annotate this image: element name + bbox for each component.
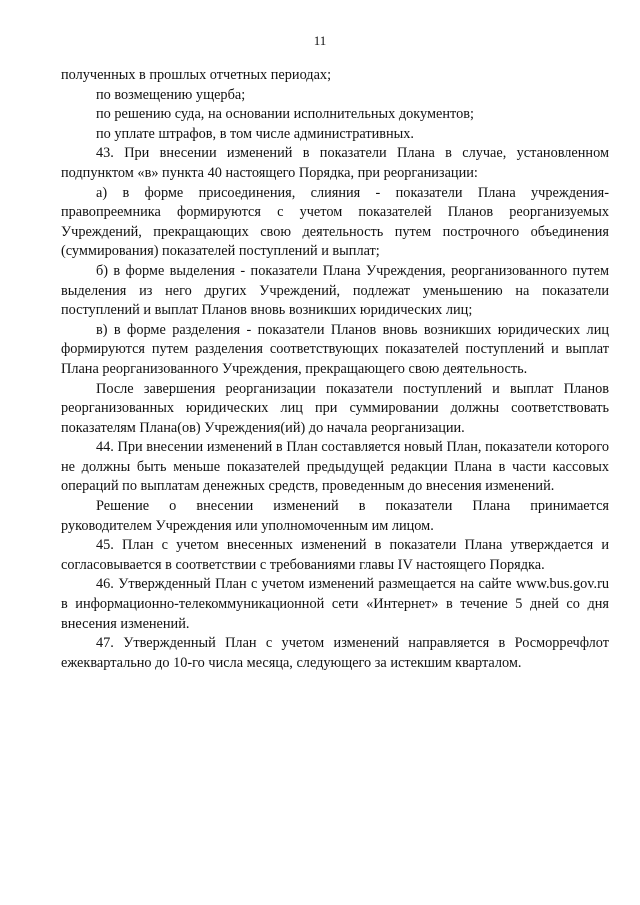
paragraph-decision-continuation: руководителем Учреждения или уполномоченным им лицом. <box>61 517 434 534</box>
paragraph-continuation: полученных в прошлых отчетных периодах; <box>61 67 332 83</box>
document-body <box>61 66 609 673</box>
paragraph-damage-compensation: по возмещению ущерба; <box>96 86 246 103</box>
paragraph-item-43-v: в) в форме разделения - показатели Планов вновь возникших юридических лиц формируются путем разделения соответствующих показателей поступлений и выплат Плана реорганизованного Учреждения, прекращающего свою деятельность. <box>61 321 609 377</box>
paragraph-item-43-b: б) в форме выделения - показатели Плана Учреждения, реорганизованного путем выделения из него других Учреждений, подлежат уменьшению на показатели поступлений и выплат Планов вновь возникших юридических лиц; <box>61 262 609 319</box>
page-number: 11 <box>313 33 327 48</box>
paragraph-item-46: 46. Утвержденный План с учетом изменений размещается на сайте www.bus.gov.ru в информационно-телекоммуникационной сети «Интернет» в течение 5 дней со дня внесения изменений. <box>61 576 609 632</box>
paragraph-court-decision: по решению суда, на основании исполнительных документов; <box>96 106 474 123</box>
paragraph-fines: по уплате штрафов, в том числе административных. <box>96 125 414 142</box>
paragraph-item-43-a: а) в форме присоединения, слияния - показатели Плана учреждения-правопреемника формируются с учетом показателей Планов реорганизуемых Учреждений, прекращающих свою деятельность путем построчного объединения (суммирования) показателей поступлений и выплат; <box>61 184 609 260</box>
paragraph-item-44: 44. При внесении изменений в План составляется новый План, показатели которого не должны быть меньше показателей предыдущей редакции Плана в части кассовых операций по выплатам денежных средств, проведенным до внесения изменений. <box>61 439 609 495</box>
paragraph-after-reorganization: После завершения реорганизации показатели поступлений и выплат Планов реорганизованных юридических лиц при суммировании должны соответствовать показателям Плана(ов) Учреждения(ий) до начала реорганизации. <box>61 380 609 436</box>
paragraph-item-47: 47. Утвержденный План с учетом изменений направляется в Росморречфлот ежеквартально до 10-го числа месяца, следующего за истекшим кварталом. <box>61 635 609 671</box>
paragraph-item-43: 43. При внесении изменений в показатели Плана в случае, установленном подпунктом «в» пункта 40 настоящего Порядка, при реорганизации: <box>61 145 609 181</box>
paragraph-item-45: 45. План с учетом внесенных изменений в показатели Плана утверждается и согласовывается в соответствии с требованиями главы IV настоящего Порядка. <box>61 537 609 573</box>
paragraph-decision: Решение о внесении изменений в показатели Плана принимается <box>96 498 609 515</box>
